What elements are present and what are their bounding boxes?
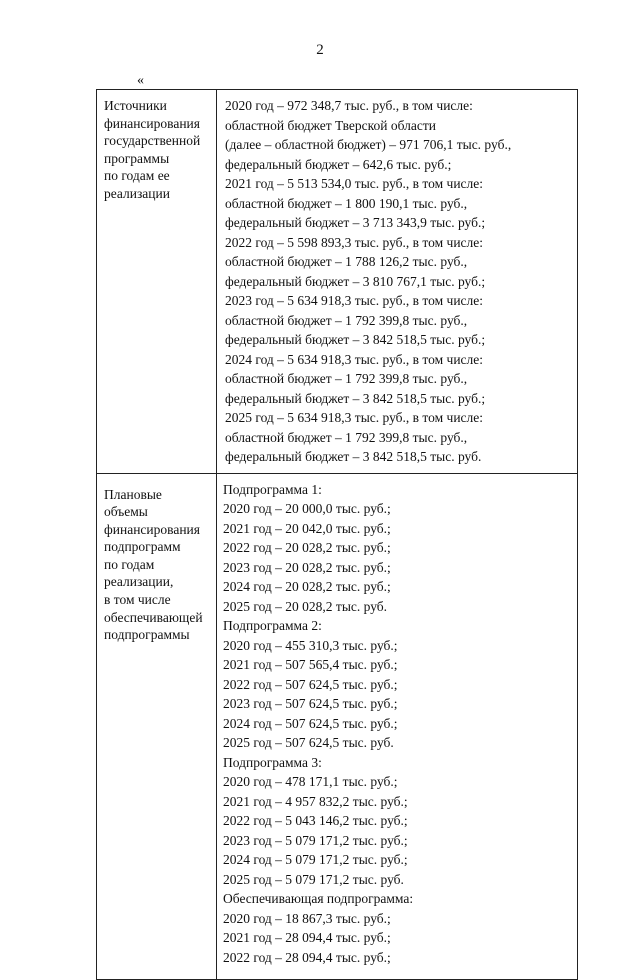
label-line: Плановые bbox=[104, 486, 162, 502]
table-row-funding-sources bbox=[97, 90, 578, 474]
value-line: областной бюджет – 1 792 399,8 тыс. руб., bbox=[225, 312, 468, 328]
value-line: Подпрограмма 1: bbox=[223, 481, 322, 497]
row-value-subprogram-volumes bbox=[217, 473, 578, 980]
value-line: 2025 год – 5 634 918,3 тыс. руб., в том числе: bbox=[225, 410, 484, 425]
value-line: 2021 год – 5 513 534,0 тыс. руб., в том числе: bbox=[225, 176, 484, 191]
value-line: 2023 год – 20 028,2 тыс. руб.; bbox=[223, 559, 391, 575]
value-line: 2024 год – 20 028,2 тыс. руб.; bbox=[223, 579, 391, 594]
value-line: 2021 год – 4 957 832,2 тыс. руб.; bbox=[223, 793, 408, 809]
value-line: областной бюджет – 1 788 126,2 тыс. руб., bbox=[225, 254, 468, 269]
row-label-subprogram-volumes bbox=[97, 473, 217, 980]
value-line: областной бюджет Тверской области bbox=[225, 117, 436, 133]
label-line: реализации, bbox=[104, 574, 174, 590]
label-line: государственной bbox=[104, 133, 201, 149]
label-line: программы bbox=[104, 150, 170, 166]
value-line: 2023 год – 5 079 171,2 тыс. руб.; bbox=[223, 832, 408, 848]
opening-quote-mark: « bbox=[137, 73, 144, 88]
value-line: (далее – областной бюджет) – 971 706,1 тыс. руб., bbox=[225, 137, 512, 152]
value-line: Обеспечивающая подпрограмма: bbox=[223, 891, 414, 906]
value-line: 2025 год – 20 028,2 тыс. руб. bbox=[223, 598, 388, 614]
label-line: финансирования bbox=[104, 115, 200, 131]
value-line: 2021 год – 20 042,0 тыс. руб.; bbox=[223, 520, 391, 536]
financing-table bbox=[96, 89, 578, 980]
row-label-funding-sources bbox=[97, 90, 217, 474]
value-line: федеральный бюджет – 3 810 767,1 тыс. руб.; bbox=[225, 273, 486, 289]
value-line: 2022 год – 5 598 893,3 тыс. руб., в том числе: bbox=[225, 234, 484, 250]
value-line: федеральный бюджет – 642,6 тыс. руб.; bbox=[225, 156, 452, 172]
label-line: в том числе bbox=[104, 592, 171, 608]
value-line: 2024 год – 5 634 918,3 тыс. руб., в том числе: bbox=[225, 351, 484, 367]
label-line: по годам ее bbox=[104, 168, 170, 184]
label-line: подпрограмм bbox=[104, 539, 181, 555]
value-line: федеральный бюджет – 3 842 518,5 тыс. руб. bbox=[225, 449, 482, 464]
label-line: реализации bbox=[104, 185, 170, 201]
label-line: Источники bbox=[104, 98, 167, 113]
label-line: обеспечивающей bbox=[104, 609, 203, 625]
value-line: 2022 год – 5 043 146,2 тыс. руб.; bbox=[223, 813, 408, 828]
label-line: финансирования bbox=[104, 521, 200, 537]
value-line: федеральный бюджет – 3 842 518,5 тыс. руб.; bbox=[225, 332, 486, 347]
value-line: областной бюджет – 1 792 399,8 тыс. руб., bbox=[225, 429, 468, 445]
value-line: Подпрограмма 2: bbox=[223, 618, 322, 633]
value-line: 2022 год – 507 624,5 тыс. руб.; bbox=[223, 676, 398, 692]
value-line: 2020 год – 478 171,1 тыс. руб.; bbox=[223, 774, 398, 789]
value-line: 2022 год – 28 094,4 тыс. руб.; bbox=[223, 949, 391, 965]
value-line: федеральный бюджет – 3 842 518,5 тыс. руб.; bbox=[225, 390, 486, 406]
value-line: 2022 год – 20 028,2 тыс. руб.; bbox=[223, 540, 391, 555]
value-line: федеральный бюджет – 3 713 343,9 тыс. руб.; bbox=[225, 215, 486, 230]
row-value-funding-sources bbox=[217, 90, 578, 474]
table-row-subprogram-volumes bbox=[97, 473, 578, 980]
value-line: 2020 год – 20 000,0 тыс. руб.; bbox=[223, 501, 391, 516]
value-line: 2023 год – 507 624,5 тыс. руб.; bbox=[223, 696, 398, 711]
value-line: Подпрограмма 3: bbox=[223, 754, 322, 770]
value-line: 2020 год – 972 348,7 тыс. руб., в том числе: bbox=[225, 98, 473, 113]
label-line: объемы bbox=[104, 504, 148, 520]
value-line: областной бюджет – 1 800 190,1 тыс. руб., bbox=[225, 195, 468, 211]
label-line: подпрограммы bbox=[104, 627, 190, 643]
value-line: 2021 год – 28 094,4 тыс. руб.; bbox=[223, 930, 391, 945]
value-line: 2021 год – 507 565,4 тыс. руб.; bbox=[223, 657, 398, 672]
value-line: 2020 год – 18 867,3 тыс. руб.; bbox=[223, 910, 391, 926]
value-line: 2024 год – 507 624,5 тыс. руб.; bbox=[223, 715, 398, 731]
value-line: 2024 год – 5 079 171,2 тыс. руб.; bbox=[223, 852, 408, 867]
value-line: 2025 год – 507 624,5 тыс. руб. bbox=[223, 735, 394, 750]
page-number: 2 bbox=[316, 42, 324, 58]
value-line: 2025 год – 5 079 171,2 тыс. руб. bbox=[223, 871, 404, 887]
value-line: 2020 год – 455 310,3 тыс. руб.; bbox=[223, 637, 398, 653]
label-line: по годам bbox=[104, 556, 155, 572]
value-line: областной бюджет – 1 792 399,8 тыс. руб., bbox=[225, 371, 468, 386]
value-line: 2023 год – 5 634 918,3 тыс. руб., в том числе: bbox=[225, 293, 484, 308]
